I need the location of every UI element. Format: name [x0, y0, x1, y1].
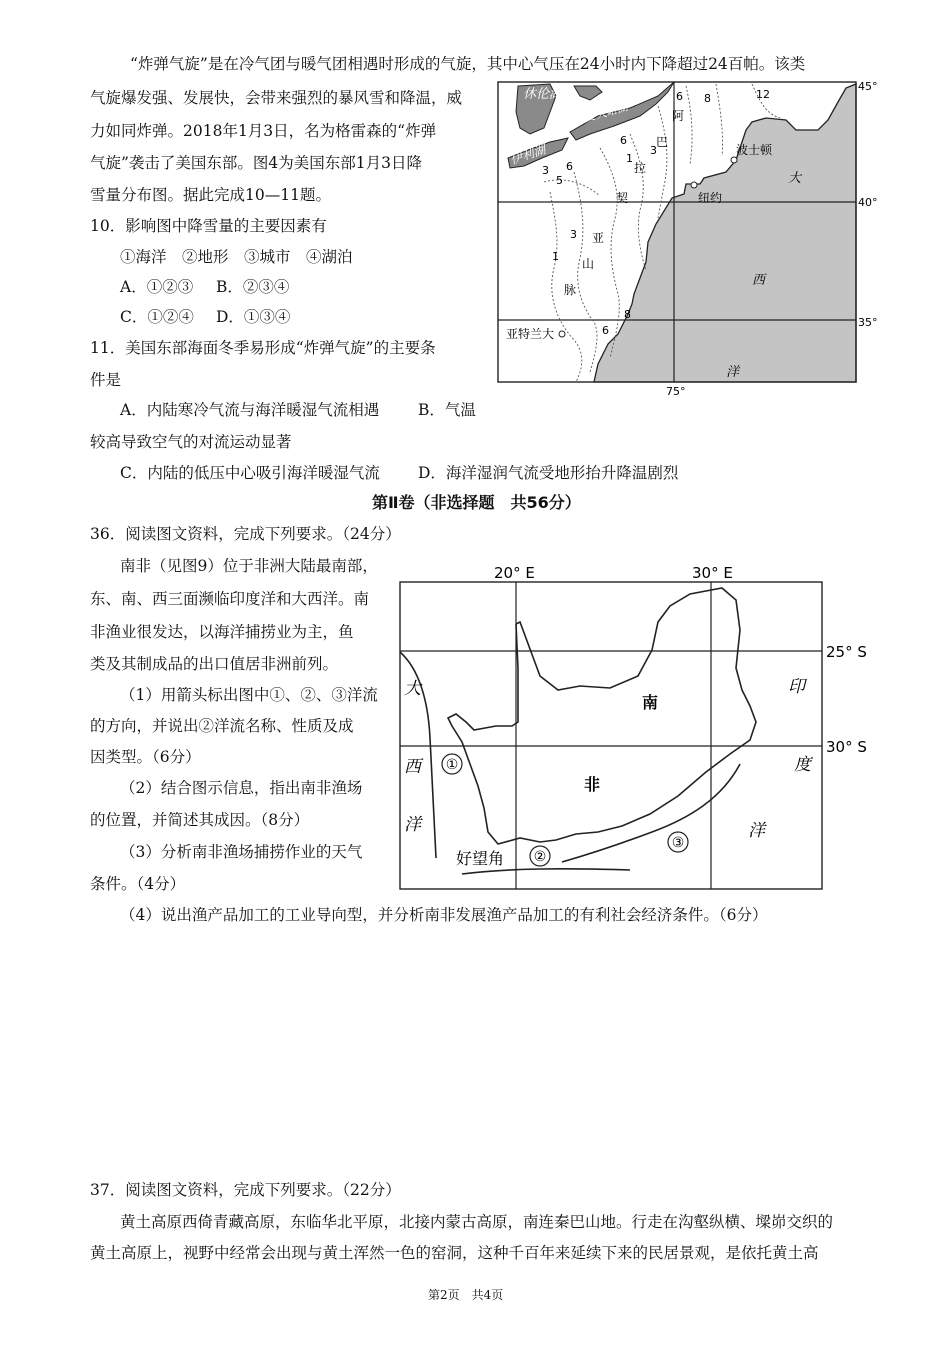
mountain-char-2: 巴 [656, 135, 669, 149]
intro-line-1: “炸弹气旋”是在冷气团与暖气团相遇时形成的气旋，其中心气压在24小时内下降超过24百帕。该类 [130, 55, 806, 73]
current-2-label: ② [533, 849, 547, 865]
atlantic-char-2: 西 [404, 757, 421, 777]
lon-75-label: 75° [666, 385, 686, 398]
lat-35-label: 35° [858, 316, 878, 329]
contour-value: 3 [650, 144, 657, 157]
q36-sub2-a: （2）结合图示信息，指出南非渔场 [120, 779, 363, 797]
boston-marker [731, 157, 737, 163]
newyork-label: 纽约 [698, 191, 723, 205]
q11-stem-1: 11．美国东部海面冬季易形成“炸弹气旋”的主要条 [90, 339, 436, 357]
south-africa-map [390, 558, 890, 894]
q36-sub3-a: （3）分析南非渔场捕捞作业的天气 [120, 843, 363, 861]
q36-stem: 36．阅读图文资料，完成下列要求。（24分） [90, 525, 401, 543]
ocean-area [594, 84, 856, 382]
ocean-char-3: 洋 [726, 365, 740, 380]
snowfall-map [490, 72, 890, 400]
intro-line-3: 力如同炸弹。2018年1月3日，名为格雷森的“炸弹 [90, 122, 437, 140]
contour-value: 1 [626, 152, 633, 165]
current-2-path [462, 869, 630, 874]
q36-para-4: 类及其制成品的出口值居非洲前列。 [90, 655, 339, 673]
q36-sub4: （4）说出渔产品加工的工业导向型，并分析南非发展渔产品加工的有利社会经济条件。（6分） [120, 906, 768, 924]
lake-huron-label-1: 休伦湖 [523, 87, 563, 102]
south-africa-outline [445, 588, 756, 844]
atlantic-char-1: 大 [404, 679, 421, 699]
newyork-marker [691, 182, 697, 188]
contour-value: 3 [542, 164, 549, 177]
q10-option-c: C．①②④ [120, 308, 194, 326]
q11-option-c: C．内陆的低压中心吸引海洋暖湿气流 [120, 464, 380, 482]
ocean-char-1: 大 [788, 171, 802, 186]
q37-para-2: 黄土高原上，视野中经常会出现与黄土浑然一色的窑洞，这种千百年来延续下来的民居景观，是依托黄土高 [90, 1244, 819, 1262]
ocean-char-2: 西 [752, 273, 766, 288]
contour-value: 12 [756, 88, 770, 101]
q10-option-b: B．②③④ [216, 278, 290, 296]
q11-option-d: D．海洋湿润气流受地形抬升降温剧烈 [418, 464, 679, 482]
contour-value: 6 [602, 324, 609, 337]
contour-value: 6 [676, 90, 683, 103]
lat-25-label: 25° S [826, 643, 867, 661]
q11-option-b-cont: 较高导致空气的对流运动显著 [90, 433, 292, 451]
q36-sub3-b: 条件。（4分） [90, 875, 186, 893]
indian-char-3: 洋 [748, 821, 765, 841]
country-char-2: 非 [584, 775, 601, 794]
atlantic-char-3: 洋 [404, 815, 421, 835]
indian-char-2: 度 [794, 755, 811, 775]
q36-sub1-a: （1）用箭头标出图中①、②、③洋流 [120, 686, 378, 704]
q10-items: ①海洋 ②地形 ③城市 ④湖泊 [120, 248, 353, 266]
q10-option-a: A．①②③ [120, 278, 194, 296]
q11-option-b: B．气温 [418, 401, 476, 419]
contour-value: 8 [704, 92, 711, 105]
q36-para-3: 非渔业很发达，以海洋捕捞业为主，鱼 [90, 623, 354, 641]
q11-stem-2: 件是 [90, 371, 122, 389]
mountain-char-7: 脉 [564, 283, 577, 297]
georgian-bay [574, 86, 602, 100]
contour-value: 5 [556, 174, 563, 187]
q10-stem: 10．影响图中降雪量的主要因素有 [90, 217, 327, 235]
boston-label: 波士顿 [736, 143, 773, 157]
section-2-title: 第Ⅱ卷（非选择题 共56分） [372, 493, 581, 512]
lake-ontario-label: 安大略湖 [583, 100, 630, 125]
cape-of-good-hope-label: 好望角 [456, 849, 505, 868]
q36-sub2-b: 的位置，并简述其成因。（8分） [90, 811, 310, 829]
lat-30-label: 30° S [826, 738, 867, 756]
intro-line-2: 气旋爆发强、发展快，会带来强烈的暴风雪和降温，威 [90, 89, 463, 107]
contour-value: 6 [620, 134, 627, 147]
mountain-char-1: 阿 [672, 109, 685, 123]
q37-para-1: 黄土高原西倚青藏高原，东临华北平原，北接内蒙古高原，南连秦巴山地。行走在沟壑纵横、墚峁交织的 [120, 1213, 834, 1231]
country-char-1: 南 [642, 693, 659, 712]
q11-option-a: A．内陆寒冷气流与海洋暖湿气流相遇 [120, 401, 380, 419]
contour-value: 6 [566, 160, 573, 173]
intro-line-5: 雪量分布图。据此完成10—11题。 [90, 186, 331, 204]
lat-40-label: 40° [858, 196, 878, 209]
lon-30-label: 30° E [692, 564, 733, 582]
current-3-label: ③ [671, 835, 685, 851]
mountain-char-6: 山 [582, 257, 595, 271]
q36-para-1: 南非（见图9）位于非洲大陆最南部， [120, 557, 378, 575]
page-footer: 第2页 共4页 [428, 1288, 504, 1302]
current-1-label: ① [445, 757, 459, 773]
mountain-char-5: 亚 [592, 231, 605, 245]
intro-line-4: 气旋”袭击了美国东部。图4为美国东部1月3日降 [90, 154, 423, 172]
contour-value: 1 [552, 250, 559, 263]
q36-para-2: 东、南、西三面濒临印度洋和大西洋。南 [90, 590, 370, 608]
lake-erie-label: 伊利湖 [508, 142, 548, 167]
q10-option-d: D．①③④ [216, 308, 291, 326]
atlanta-marker [559, 331, 565, 337]
contour-value: 3 [570, 228, 577, 241]
mountain-char-3: 拉 [634, 161, 647, 175]
lat-45-label: 45° [858, 80, 878, 93]
q37-stem: 37．阅读图文资料，完成下列要求。（22分） [90, 1181, 401, 1199]
contour-value: 8 [624, 308, 631, 321]
mountain-char-4: 契 [616, 191, 629, 205]
indian-char-1: 印 [788, 677, 805, 697]
atlanta-label: 亚特兰大 [506, 327, 555, 341]
q36-sub1-c: 因类型。（6分） [90, 748, 201, 766]
q36-sub1-b: 的方向，并说出②洋流名称、性质及成 [90, 717, 354, 735]
lon-20-label: 20° E [494, 564, 535, 582]
